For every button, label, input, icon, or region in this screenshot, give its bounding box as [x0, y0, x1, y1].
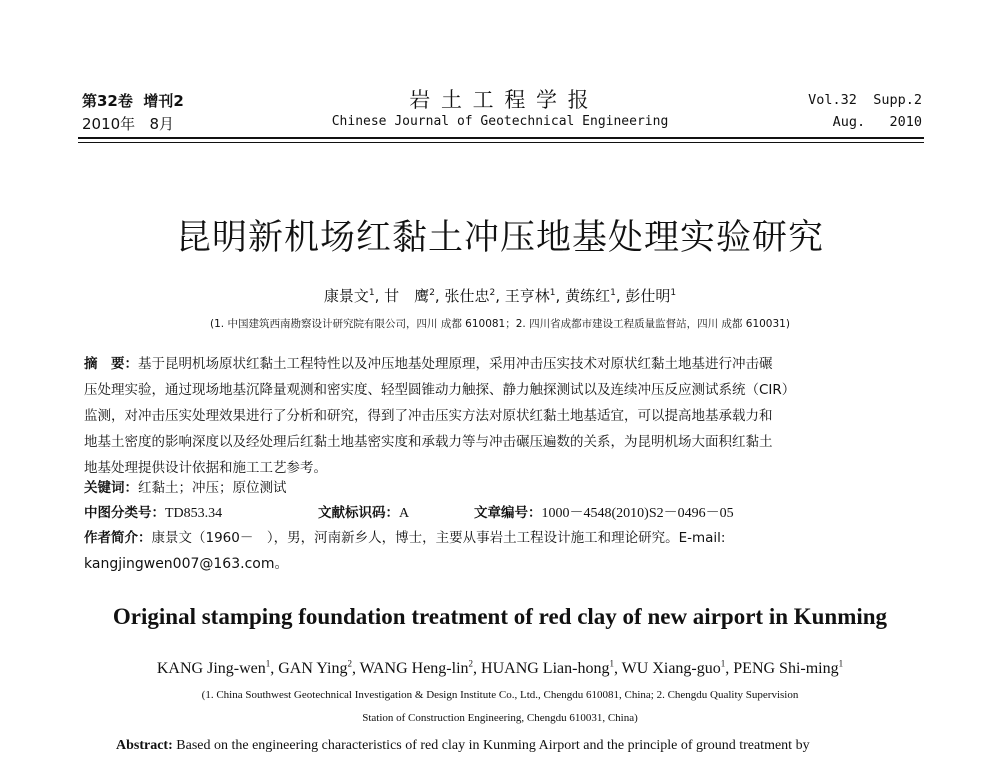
clc-value: TD853.34 [165, 506, 223, 521]
abstract-cn-line: 压处理实验，通过现场地基沉降量观测和密实度、轻型圆锥动力触探、静力触探测试以及连续冲压反应测试系统（CIR） [84, 382, 796, 398]
author-en: WANG Heng-lin$^2$ [359, 658, 474, 677]
author-cn: 甘 鹰$^2$ [384, 287, 435, 305]
header-date-en: Aug. 2010 [832, 114, 922, 130]
header-rule-thick [78, 137, 924, 139]
author-en: KANG Jing-wen$^1$ [156, 658, 271, 677]
author-bio-line: 作者简介：康景文（1960－ ），男，河南新乡人，博士，主要从事岩土工程设计施工和理论研究。E-mail: [84, 530, 726, 546]
author-cn: 康景文$^1$ [323, 287, 375, 305]
header-volume-en: Vol.32 Supp.2 [808, 92, 922, 108]
affiliations-cn: (1. 中国建筑西南勘察设计研究院有限公司，四川 成都 610081；2. 四川省成都市建设工程质量监督站，四川 成都 610031) [210, 318, 790, 330]
header-rule-thin [78, 142, 924, 143]
abstract-cn-line: 地基处理提供设计依据和施工工艺参考。 [84, 460, 327, 476]
author-en: PENG Shi-ming$^1$ [733, 658, 844, 677]
abstract-en-label: Abstract: [116, 738, 173, 753]
author-en: WU Xiang-guo$^1$ [621, 658, 726, 677]
author-cn: 王亨林$^1$ [504, 287, 556, 305]
article-number [474, 501, 734, 522]
doc-code-value: A [399, 506, 410, 521]
author-cn: 张仕忠$^2$ [444, 287, 496, 305]
keywords-label: 关键词： [84, 480, 138, 496]
affiliations-en-line: Station of Construction Engineering, Chengdu 610031, China) [362, 712, 638, 724]
affiliations-en-line: (1. China Southwest Geotechnical Investigation & Design Institute Co., Ltd., Chengdu 610081, China; 2. Chengdu Quality Supervision [201, 689, 799, 701]
journal-title-en: Chinese Journal of Geotechnical Engineering [331, 114, 669, 129]
doc-code-label: 文献标识码： [318, 505, 399, 521]
author-cn: 彭仕明$^1$ [625, 287, 677, 305]
paper-title-en: Original stamping foundation treatment of red clay of new airport in Kunming [112, 604, 888, 629]
abstract-cn-label: 摘 要： [84, 356, 138, 372]
header-date-cn: 2010年 8月 [82, 115, 175, 133]
keywords-cn: 关键词：红黏土；冲压；原位测试 [84, 480, 287, 496]
author-bio-label: 作者简介： [84, 530, 152, 546]
article-number-label: 文章编号： [474, 505, 542, 521]
journal-title-cn: 岩 土 工 程 学 报 [409, 88, 591, 112]
article-number-value: 1000－4548(2010)S2－0496－05 [541, 506, 734, 521]
abstract-cn-line: 地基土密度的影响深度以及经处理后红黏土地基密实度和承载力等与冲击碾压遍数的关系，为昆明机场大面积红黏土 [84, 434, 773, 450]
classification-line [84, 501, 222, 522]
authors-cn: 康景文$^1$, 甘 鹰$^2$, 张仕忠$^2$, 王亨林$^1$, 黄练红$^1$, 彭仕明$^1$ [323, 287, 677, 305]
abstract-cn-line: 摘 要：基于昆明机场原状红黏土工程特性以及冲压地基处理原理，采用冲击压实技术对原状红黏土地基进行冲击碾 [84, 356, 773, 372]
abstract-cn-line: 监测，对冲击压实处理效果进行了分析和研究，得到了冲击压实方法对原状红黏土地基适宜，可以提高地基承载力和 [84, 408, 773, 424]
clc-label: 中图分类号： [84, 505, 165, 521]
author-email: kangjingwen007@163.com。 [84, 556, 289, 572]
document-code [318, 501, 409, 522]
abstract-en-line: Abstract: Based on the engineering characteristics of red clay in Kunming Airport and the principle of ground treatment by [116, 738, 810, 753]
author-en: GAN Ying$^2$ [278, 658, 352, 677]
author-cn: 黄练红$^1$ [565, 287, 616, 305]
paper-title-cn: 昆明新机场红黏土冲压地基处理实验研究 [175, 218, 824, 258]
header-volume-issue-cn: 第32卷 增刊2 [82, 92, 184, 110]
authors-en: KANG Jing-wen$^1$, GAN Ying$^2$, WANG Heng-lin$^2$, HUANG Lian-hong$^1$, WU Xiang-guo$^1$, PENG Shi-ming$^1$ [156, 658, 844, 677]
author-en: HUANG Lian-hong$^1$ [481, 658, 614, 677]
